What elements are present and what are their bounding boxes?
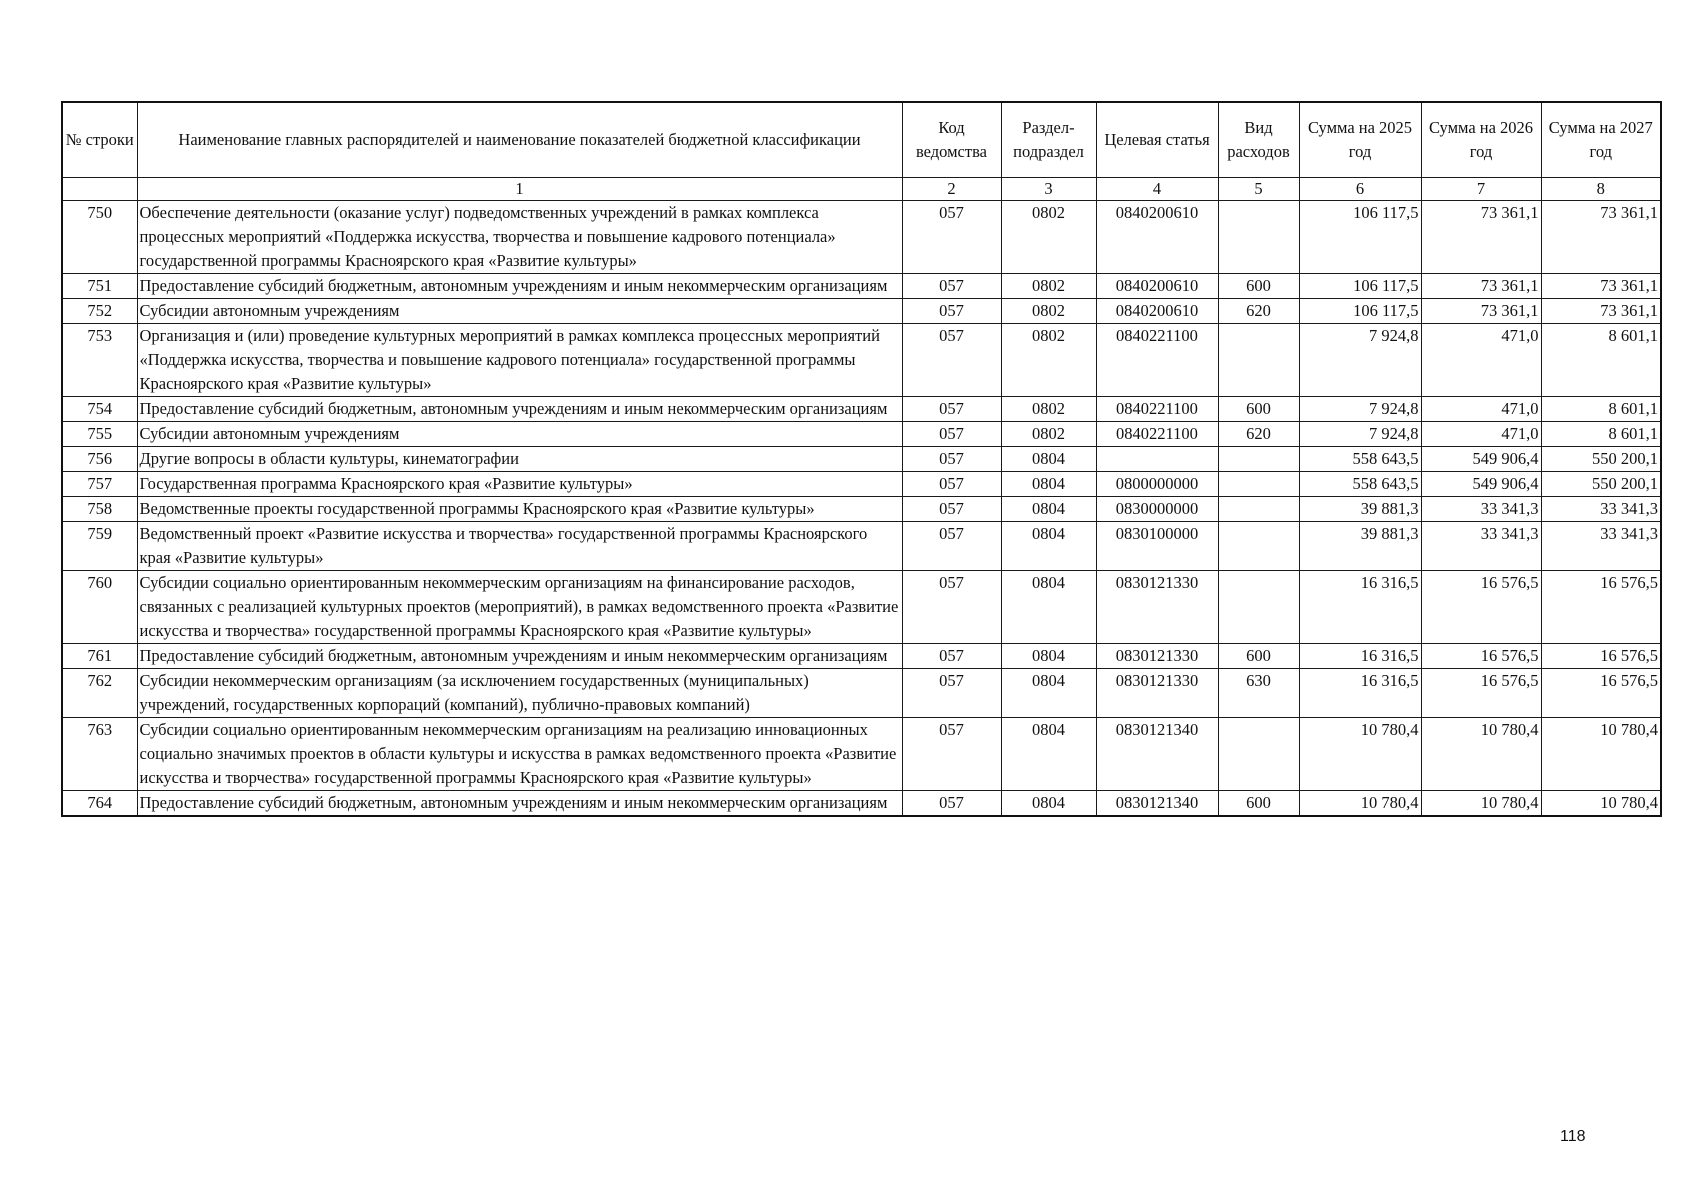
row-target-article-cell: 0800000000 bbox=[1096, 472, 1218, 497]
table-row bbox=[62, 571, 1661, 644]
row-number-cell: 758 bbox=[62, 497, 137, 522]
row-sum-2026-cell: 16 576,5 bbox=[1421, 669, 1541, 718]
row-sum-2025-cell: 106 117,5 bbox=[1299, 201, 1421, 274]
row-sum-2025-cell: 106 117,5 bbox=[1299, 274, 1421, 299]
row-expense-type-cell: 620 bbox=[1218, 422, 1299, 447]
budget-table bbox=[61, 101, 1662, 817]
row-sum-2025-cell: 39 881,3 bbox=[1299, 497, 1421, 522]
row-sum-2025-cell: 7 924,8 bbox=[1299, 397, 1421, 422]
row-sum-2025-cell: 558 643,5 bbox=[1299, 472, 1421, 497]
row-sum-2026-cell: 73 361,1 bbox=[1421, 274, 1541, 299]
table-row bbox=[62, 397, 1661, 422]
row-section-cell: 0802 bbox=[1001, 397, 1096, 422]
header-dept-code: Код ведомства bbox=[902, 102, 1001, 178]
row-dept-code-cell: 057 bbox=[902, 274, 1001, 299]
row-sum-2027-cell: 73 361,1 bbox=[1541, 201, 1661, 274]
table-row bbox=[62, 669, 1661, 718]
row-expense-type-cell bbox=[1218, 522, 1299, 571]
row-sum-2025-cell: 106 117,5 bbox=[1299, 299, 1421, 324]
row-target-article-cell: 0830121340 bbox=[1096, 791, 1218, 817]
row-target-article-cell: 0830121330 bbox=[1096, 571, 1218, 644]
row-name-cell: Государственная программа Красноярского края «Развитие культуры» bbox=[137, 472, 902, 497]
row-target-article-cell: 0840221100 bbox=[1096, 422, 1218, 447]
row-name-cell: Предоставление субсидий бюджетным, автономным учреждениям и иным некоммерческим организациям bbox=[137, 397, 902, 422]
table-row bbox=[62, 422, 1661, 447]
row-sum-2027-cell: 8 601,1 bbox=[1541, 422, 1661, 447]
row-section-cell: 0804 bbox=[1001, 497, 1096, 522]
row-target-article-cell: 0840200610 bbox=[1096, 299, 1218, 324]
row-sum-2027-cell: 73 361,1 bbox=[1541, 274, 1661, 299]
row-name-cell: Ведомственный проект «Развитие искусства и творчества» государственной программы Красноярского края «Развитие культуры» bbox=[137, 522, 902, 571]
row-expense-type-cell: 600 bbox=[1218, 644, 1299, 669]
row-sum-2027-cell: 8 601,1 bbox=[1541, 324, 1661, 397]
row-number-cell: 762 bbox=[62, 669, 137, 718]
row-target-article-cell: 0830100000 bbox=[1096, 522, 1218, 571]
row-sum-2027-cell: 16 576,5 bbox=[1541, 644, 1661, 669]
table-row bbox=[62, 644, 1661, 669]
row-sum-2026-cell: 10 780,4 bbox=[1421, 718, 1541, 791]
row-dept-code-cell: 057 bbox=[902, 522, 1001, 571]
header-row bbox=[62, 102, 1661, 178]
row-expense-type-cell bbox=[1218, 447, 1299, 472]
row-dept-code-cell: 057 bbox=[902, 422, 1001, 447]
row-sum-2026-cell: 73 361,1 bbox=[1421, 201, 1541, 274]
column-number: 6 bbox=[1299, 178, 1421, 201]
row-sum-2025-cell: 7 924,8 bbox=[1299, 422, 1421, 447]
row-sum-2025-cell: 7 924,8 bbox=[1299, 324, 1421, 397]
header-target-article: Целевая статья bbox=[1096, 102, 1218, 178]
row-expense-type-cell bbox=[1218, 324, 1299, 397]
row-expense-type-cell: 600 bbox=[1218, 791, 1299, 817]
row-sum-2026-cell: 33 341,3 bbox=[1421, 522, 1541, 571]
row-number-cell: 761 bbox=[62, 644, 137, 669]
row-section-cell: 0804 bbox=[1001, 522, 1096, 571]
row-target-article-cell: 0840200610 bbox=[1096, 274, 1218, 299]
row-target-article-cell: 0840200610 bbox=[1096, 201, 1218, 274]
row-dept-code-cell: 057 bbox=[902, 397, 1001, 422]
row-sum-2026-cell: 33 341,3 bbox=[1421, 497, 1541, 522]
row-dept-code-cell: 057 bbox=[902, 669, 1001, 718]
row-sum-2026-cell: 10 780,4 bbox=[1421, 791, 1541, 817]
table-row bbox=[62, 299, 1661, 324]
row-name-cell: Субсидии социально ориентированным некоммерческим организациям на реализацию инновационных социально значимых проектов в области культуры и искусства в рамках ведомственного проекта «Развитие искусства и творчества» государственной программы Красноярского края «Развитие культуры» bbox=[137, 718, 902, 791]
row-target-article-cell: 0840221100 bbox=[1096, 324, 1218, 397]
row-name-cell: Субсидии социально ориентированным некоммерческим организациям на финансирование расходов, связанных с реализацией культурных проектов (мероприятий), в рамках ведомственного проекта «Развитие искусства и творчества» государственной программы Красноярского края «Развитие культуры» bbox=[137, 571, 902, 644]
row-target-article-cell: 0830121340 bbox=[1096, 718, 1218, 791]
row-expense-type-cell: 600 bbox=[1218, 274, 1299, 299]
row-dept-code-cell: 057 bbox=[902, 299, 1001, 324]
table-row bbox=[62, 791, 1661, 817]
row-dept-code-cell: 057 bbox=[902, 718, 1001, 791]
row-expense-type-cell bbox=[1218, 472, 1299, 497]
row-expense-type-cell bbox=[1218, 571, 1299, 644]
row-dept-code-cell: 057 bbox=[902, 644, 1001, 669]
table-row bbox=[62, 447, 1661, 472]
row-number-cell: 752 bbox=[62, 299, 137, 324]
row-sum-2026-cell: 471,0 bbox=[1421, 422, 1541, 447]
row-sum-2027-cell: 73 361,1 bbox=[1541, 299, 1661, 324]
row-name-cell: Субсидии автономным учреждениям bbox=[137, 422, 902, 447]
row-section-cell: 0804 bbox=[1001, 472, 1096, 497]
page-number: 118 bbox=[1560, 1128, 1586, 1145]
table-row bbox=[62, 324, 1661, 397]
column-number: 7 bbox=[1421, 178, 1541, 201]
row-sum-2026-cell: 471,0 bbox=[1421, 397, 1541, 422]
row-sum-2026-cell: 549 906,4 bbox=[1421, 472, 1541, 497]
column-number: 8 bbox=[1541, 178, 1661, 201]
row-number-cell: 759 bbox=[62, 522, 137, 571]
row-sum-2027-cell: 33 341,3 bbox=[1541, 522, 1661, 571]
row-expense-type-cell bbox=[1218, 201, 1299, 274]
row-sum-2025-cell: 16 316,5 bbox=[1299, 571, 1421, 644]
row-section-cell: 0804 bbox=[1001, 571, 1096, 644]
column-number-row bbox=[62, 178, 1661, 201]
row-name-cell: Ведомственные проекты государственной программы Красноярского края «Развитие культуры» bbox=[137, 497, 902, 522]
header-row-number: № строки bbox=[62, 102, 137, 178]
row-sum-2026-cell: 73 361,1 bbox=[1421, 299, 1541, 324]
row-sum-2025-cell: 10 780,4 bbox=[1299, 791, 1421, 817]
header-sum-2026: Сумма на 2026 год bbox=[1421, 102, 1541, 178]
row-dept-code-cell: 057 bbox=[902, 571, 1001, 644]
row-number-cell: 755 bbox=[62, 422, 137, 447]
row-dept-code-cell: 057 bbox=[902, 324, 1001, 397]
table-row bbox=[62, 497, 1661, 522]
row-sum-2027-cell: 16 576,5 bbox=[1541, 571, 1661, 644]
row-number-cell: 756 bbox=[62, 447, 137, 472]
row-number-cell: 751 bbox=[62, 274, 137, 299]
row-expense-type-cell: 600 bbox=[1218, 397, 1299, 422]
table-row bbox=[62, 472, 1661, 497]
row-dept-code-cell: 057 bbox=[902, 447, 1001, 472]
row-sum-2025-cell: 16 316,5 bbox=[1299, 644, 1421, 669]
row-name-cell: Предоставление субсидий бюджетным, автономным учреждениям и иным некоммерческим организациям bbox=[137, 274, 902, 299]
column-number: 4 bbox=[1096, 178, 1218, 201]
row-section-cell: 0804 bbox=[1001, 644, 1096, 669]
row-sum-2025-cell: 39 881,3 bbox=[1299, 522, 1421, 571]
row-expense-type-cell bbox=[1218, 718, 1299, 791]
row-number-cell: 750 bbox=[62, 201, 137, 274]
header-section: Раздел-подраздел bbox=[1001, 102, 1096, 178]
row-expense-type-cell bbox=[1218, 497, 1299, 522]
row-name-cell: Предоставление субсидий бюджетным, автономным учреждениям и иным некоммерческим организациям bbox=[137, 644, 902, 669]
row-dept-code-cell: 057 bbox=[902, 791, 1001, 817]
row-name-cell: Субсидии некоммерческим организациям (за исключением государственных (муниципальных) учреждений, государственных корпораций (компаний), публично-правовых компаний) bbox=[137, 669, 902, 718]
row-section-cell: 0802 bbox=[1001, 274, 1096, 299]
column-number-blank bbox=[62, 178, 137, 201]
row-expense-type-cell: 620 bbox=[1218, 299, 1299, 324]
row-section-cell: 0802 bbox=[1001, 299, 1096, 324]
row-section-cell: 0804 bbox=[1001, 718, 1096, 791]
row-name-cell: Субсидии автономным учреждениям bbox=[137, 299, 902, 324]
row-section-cell: 0804 bbox=[1001, 791, 1096, 817]
row-sum-2026-cell: 16 576,5 bbox=[1421, 571, 1541, 644]
table-row bbox=[62, 522, 1661, 571]
row-number-cell: 753 bbox=[62, 324, 137, 397]
row-dept-code-cell: 057 bbox=[902, 201, 1001, 274]
row-name-cell: Организация и (или) проведение культурных мероприятий в рамках комплекса процессных мероприятий «Поддержка искусства, творчества и повышение кадрового потенциала» государственной программы Красноярского края «Развитие культуры» bbox=[137, 324, 902, 397]
row-sum-2027-cell: 8 601,1 bbox=[1541, 397, 1661, 422]
row-name-cell: Обеспечение деятельности (оказание услуг) подведомственных учреждений в рамках комплекса процессных мероприятий «Поддержка искусства, творчества и повышение кадрового потенциала» государственной программы Красноярского края «Развитие культуры» bbox=[137, 201, 902, 274]
row-sum-2027-cell: 10 780,4 bbox=[1541, 791, 1661, 817]
row-sum-2025-cell: 10 780,4 bbox=[1299, 718, 1421, 791]
row-target-article-cell bbox=[1096, 447, 1218, 472]
row-sum-2026-cell: 16 576,5 bbox=[1421, 644, 1541, 669]
row-sum-2025-cell: 558 643,5 bbox=[1299, 447, 1421, 472]
table-row bbox=[62, 201, 1661, 274]
row-sum-2025-cell: 16 316,5 bbox=[1299, 669, 1421, 718]
row-sum-2027-cell: 550 200,1 bbox=[1541, 472, 1661, 497]
row-sum-2027-cell: 10 780,4 bbox=[1541, 718, 1661, 791]
column-number: 2 bbox=[902, 178, 1001, 201]
row-target-article-cell: 0830121330 bbox=[1096, 669, 1218, 718]
row-name-cell: Предоставление субсидий бюджетным, автономным учреждениям и иным некоммерческим организациям bbox=[137, 791, 902, 817]
header-expense-type: Вид расходов bbox=[1218, 102, 1299, 178]
row-number-cell: 757 bbox=[62, 472, 137, 497]
row-sum-2026-cell: 471,0 bbox=[1421, 324, 1541, 397]
row-dept-code-cell: 057 bbox=[902, 472, 1001, 497]
row-sum-2027-cell: 16 576,5 bbox=[1541, 669, 1661, 718]
row-expense-type-cell: 630 bbox=[1218, 669, 1299, 718]
row-dept-code-cell: 057 bbox=[902, 497, 1001, 522]
row-number-cell: 754 bbox=[62, 397, 137, 422]
row-sum-2026-cell: 549 906,4 bbox=[1421, 447, 1541, 472]
column-number: 5 bbox=[1218, 178, 1299, 201]
column-number: 3 bbox=[1001, 178, 1096, 201]
row-sum-2027-cell: 33 341,3 bbox=[1541, 497, 1661, 522]
row-target-article-cell: 0840221100 bbox=[1096, 397, 1218, 422]
header-sum-2025: Сумма на 2025 год bbox=[1299, 102, 1421, 178]
table-row bbox=[62, 718, 1661, 791]
row-section-cell: 0802 bbox=[1001, 201, 1096, 274]
row-section-cell: 0802 bbox=[1001, 422, 1096, 447]
row-number-cell: 764 bbox=[62, 791, 137, 817]
row-target-article-cell: 0830121330 bbox=[1096, 644, 1218, 669]
row-sum-2027-cell: 550 200,1 bbox=[1541, 447, 1661, 472]
row-name-cell: Другие вопросы в области культуры, кинематографии bbox=[137, 447, 902, 472]
row-section-cell: 0804 bbox=[1001, 669, 1096, 718]
row-number-cell: 763 bbox=[62, 718, 137, 791]
row-number-cell: 760 bbox=[62, 571, 137, 644]
table-row bbox=[62, 274, 1661, 299]
column-number: 1 bbox=[137, 178, 902, 201]
row-target-article-cell: 0830000000 bbox=[1096, 497, 1218, 522]
header-name: Наименование главных распорядителей и наименование показателей бюджетной классификации bbox=[137, 102, 902, 178]
row-section-cell: 0804 bbox=[1001, 447, 1096, 472]
row-section-cell: 0802 bbox=[1001, 324, 1096, 397]
header-sum-2027: Сумма на 2027 год bbox=[1541, 102, 1661, 178]
